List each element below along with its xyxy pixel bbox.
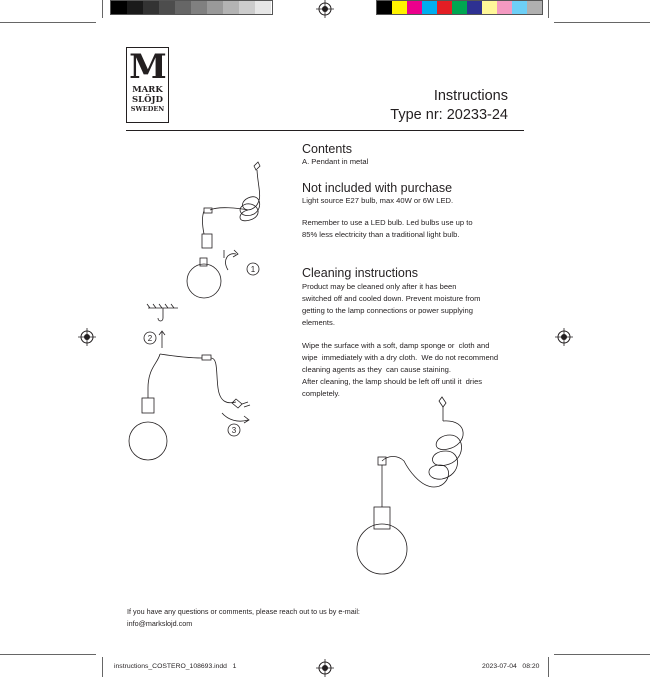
- cleaning-text-1: Product may be cleaned only after it has been switched off and cooled down. Prevent moisture from getting to the lamp connections or power supplying elements.: [302, 282, 481, 327]
- product-illustration: [350, 395, 480, 580]
- registration-mark: [316, 659, 334, 677]
- color-swatch: [255, 1, 271, 14]
- color-swatch: [159, 1, 175, 14]
- contents-heading: Contents: [302, 142, 353, 156]
- color-swatch: [512, 1, 527, 14]
- step-3-number: 3: [231, 426, 237, 435]
- ceiling-hook-icon: [147, 304, 178, 321]
- color-swatch: [392, 1, 407, 14]
- bulb-drawing: [187, 258, 221, 298]
- registration-mark: [555, 328, 573, 346]
- contents-text: A. Pendant in metal: [302, 157, 369, 166]
- not-included-text: Light source E27 bulb, max 40W or 6W LED.: [302, 196, 454, 205]
- color-swatch: [452, 1, 467, 14]
- step-2-number: 2: [147, 334, 153, 343]
- pendant-lamp-drawing: [129, 354, 250, 460]
- up-arrow-icon: [159, 331, 165, 348]
- registration-mark: [78, 328, 96, 346]
- color-swatch: [111, 1, 127, 14]
- trim-mark: [548, 0, 549, 18]
- color-swatch: [407, 1, 422, 14]
- trim-mark: [554, 654, 650, 655]
- color-swatch: [127, 1, 143, 14]
- slug-date: 2023-07-04 08:20: [482, 663, 540, 670]
- cleaning-text-2: Wipe the surface with a soft, damp sponge or cloth and wipe immediately with a dry cloth. We do not recommend cleaning agents as they can cause staining. After cleaning, the lamp should be left off until it dries completely.: [302, 341, 499, 398]
- contact-email[interactable]: info@markslojd.com: [127, 619, 193, 628]
- color-swatch: [207, 1, 223, 14]
- color-swatch: [467, 1, 482, 14]
- color-swatch: [482, 1, 497, 14]
- brand-logo: [126, 47, 169, 123]
- header-divider: [126, 130, 524, 131]
- color-swatch-bar: [376, 0, 543, 15]
- page-title: Instructions: [433, 88, 508, 104]
- trim-mark: [102, 657, 103, 677]
- color-swatch: [143, 1, 159, 14]
- logo-word-mark: MARK: [132, 85, 163, 95]
- cleaning-heading: Cleaning instructions: [302, 266, 419, 280]
- trim-mark: [102, 0, 103, 18]
- contact-line: If you have any questions or comments, please reach out to us by e-mail:: [127, 607, 360, 616]
- registration-mark: [316, 0, 334, 18]
- rotate-arrow-icon: [224, 250, 238, 270]
- not-included-heading: Not included with purchase: [302, 181, 453, 195]
- color-swatch: [191, 1, 207, 14]
- trim-mark: [548, 657, 549, 677]
- type-number: Type nr: 20233-24: [390, 107, 508, 123]
- slug-filename: instructions_COSTERO_108693.indd 1: [114, 663, 237, 670]
- led-text: Remember to use a LED bulb. Led bulbs use up to 85% less electricity than a traditional light bulb.: [302, 218, 473, 239]
- gray-swatch-bar: [110, 0, 273, 15]
- assembly-illustration: [118, 158, 278, 473]
- curved-arrow-icon: [222, 413, 249, 423]
- color-swatch: [437, 1, 452, 14]
- logo-word-slojd: SLÖJD: [132, 95, 163, 105]
- color-swatch: [239, 1, 255, 14]
- step-1-number: 1: [250, 265, 256, 274]
- logo-word-sweden: SWEDEN: [130, 105, 165, 113]
- color-swatch: [175, 1, 191, 14]
- logo-letter: M: [129, 47, 166, 87]
- trim-mark: [0, 654, 96, 655]
- trim-mark: [0, 22, 96, 23]
- color-swatch: [377, 1, 392, 14]
- color-swatch: [527, 1, 542, 14]
- color-swatch: [497, 1, 512, 14]
- color-swatch: [223, 1, 239, 14]
- color-swatch: [422, 1, 437, 14]
- trim-mark: [554, 22, 650, 23]
